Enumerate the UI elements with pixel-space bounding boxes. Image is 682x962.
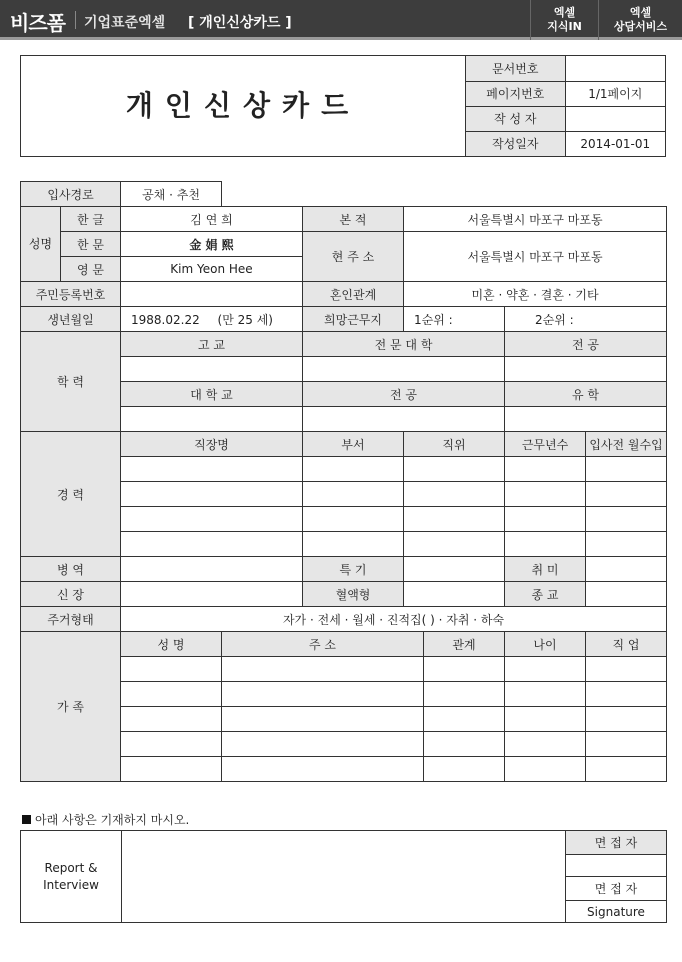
family-header-occupation: 직 업 [586, 632, 667, 657]
religion-label: 종 교 [505, 582, 586, 607]
career-cell[interactable] [404, 507, 505, 532]
edu-highschool-cell[interactable] [121, 357, 303, 382]
family-cell[interactable] [505, 732, 586, 757]
header-box [20, 55, 666, 157]
career-cell[interactable] [121, 457, 303, 482]
marital-status-label: 혼인관계 [303, 282, 404, 307]
note-text: 아래 사항은 기재하지 마시오. [35, 813, 190, 827]
edu-major-cell[interactable] [505, 357, 667, 382]
career-cell[interactable] [121, 532, 303, 557]
btn1-line2: 지식IN [547, 20, 582, 33]
edu-abroad-cell[interactable] [505, 407, 667, 432]
edu-university-cell[interactable] [121, 407, 303, 432]
document-meta-table [465, 56, 665, 156]
edu-highschool-header: 고 교 [121, 332, 303, 357]
family-cell[interactable] [424, 657, 505, 682]
entry-route-spacer [222, 182, 667, 207]
excel-knowledge-in-button[interactable] [530, 0, 598, 40]
entry-route-label: 입사경로 [21, 182, 121, 207]
korean-name-cell[interactable]: 김 연 희 [121, 207, 303, 232]
education-label: 학 력 [21, 332, 121, 432]
family-cell[interactable] [121, 682, 222, 707]
domicile-label: 본 적 [303, 207, 404, 232]
date-cell[interactable]: 2014-01-01 [565, 131, 665, 156]
hobby-cell[interactable] [586, 557, 667, 582]
family-cell[interactable] [505, 657, 586, 682]
edu-university-header: 대 학 교 [121, 382, 303, 407]
bizforms-logo[interactable]: 비즈폼 [10, 11, 65, 35]
family-cell[interactable] [121, 732, 222, 757]
career-cell[interactable] [121, 507, 303, 532]
career-cell[interactable] [586, 507, 667, 532]
family-cell[interactable] [505, 707, 586, 732]
career-cell[interactable] [505, 457, 586, 482]
career-label: 경 력 [21, 432, 121, 557]
career-header-dept: 부서 [303, 432, 404, 457]
edu-abroad-header: 유 학 [505, 382, 667, 407]
btn1-line1: 엑셀 [553, 6, 576, 19]
report-label-line2: Interview [43, 877, 99, 892]
career-cell[interactable] [404, 532, 505, 557]
date-label: 작성일자 [466, 131, 566, 156]
blood-type-label: 혈액형 [303, 582, 404, 607]
family-cell[interactable] [424, 732, 505, 757]
family-cell[interactable] [222, 732, 424, 757]
career-cell[interactable] [586, 482, 667, 507]
career-cell[interactable] [505, 507, 586, 532]
housing-type-cell[interactable]: 자가 · 전세 · 월세 · 진적집( ) · 자취 · 하숙 [121, 607, 667, 632]
family-label: 가 족 [21, 632, 121, 782]
excel-consulting-button[interactable] [598, 0, 682, 40]
interviewer-header-2: 면 접 자 [566, 877, 667, 901]
document-title-label: [ 개인신상카드 ] [188, 15, 292, 31]
report-interview-label [21, 831, 122, 923]
page-number-label: 페이지번호 [466, 81, 566, 106]
birth-date-label: 생년월일 [21, 307, 121, 332]
family-cell[interactable] [222, 757, 424, 782]
logo-divider [75, 11, 76, 29]
report-label-line1: Report & [44, 860, 98, 875]
edu-college-cell[interactable] [303, 357, 505, 382]
career-cell[interactable] [505, 482, 586, 507]
hanja-name-cell[interactable]: 金 娟 熙 [121, 232, 303, 257]
family-header-relation: 관계 [424, 632, 505, 657]
page-title: 개인신상카드 [125, 89, 361, 122]
personal-card-form [20, 181, 667, 782]
height-label: 신 장 [21, 582, 121, 607]
family-cell[interactable] [121, 707, 222, 732]
housing-type-label: 주거형태 [21, 607, 121, 632]
edu-major2-header: 전 공 [303, 382, 505, 407]
family-cell[interactable] [424, 682, 505, 707]
doc-number-cell[interactable] [565, 56, 665, 81]
english-name-cell[interactable]: Kim Yeon Hee [121, 257, 303, 282]
doc-number-label: 문서번호 [466, 56, 566, 81]
family-cell[interactable] [121, 757, 222, 782]
desired-1-cell[interactable]: 1순위 : [404, 307, 505, 332]
family-cell[interactable] [505, 682, 586, 707]
btn2-line1: 엑셀 [629, 6, 652, 19]
address-cell[interactable]: 서울특별시 마포구 마포동 [404, 232, 667, 282]
specialty-label: 특 기 [303, 557, 404, 582]
family-cell[interactable] [222, 682, 424, 707]
edu-major2-cell[interactable] [303, 407, 505, 432]
career-header-income: 입사전 월수입 [586, 432, 667, 457]
family-cell[interactable] [586, 682, 667, 707]
military-cell[interactable] [121, 557, 303, 582]
family-cell[interactable] [424, 757, 505, 782]
blood-type-cell[interactable] [404, 582, 505, 607]
name-label: 성명 [21, 207, 61, 282]
family-cell[interactable] [586, 757, 667, 782]
domicile-cell[interactable]: 서울특별시 마포구 마포동 [404, 207, 667, 232]
btn2-line2: 상담서비스 [613, 20, 668, 33]
author-label: 작 성 자 [466, 106, 566, 131]
address-label: 현 주 소 [303, 232, 404, 282]
specialty-cell[interactable] [404, 557, 505, 582]
report-interview-table [20, 830, 667, 923]
family-cell[interactable] [505, 757, 586, 782]
family-cell[interactable] [586, 707, 667, 732]
career-cell[interactable] [303, 482, 404, 507]
career-cell[interactable] [121, 482, 303, 507]
korean-name-label: 한 글 [61, 207, 121, 232]
family-cell[interactable] [424, 707, 505, 732]
marital-status-cell[interactable]: 미혼 · 약혼 · 결혼 · 기타 [404, 282, 667, 307]
hanja-name-label: 한 문 [61, 232, 121, 257]
edu-college-header: 전 문 대 학 [303, 332, 505, 357]
family-header-name: 성 명 [121, 632, 222, 657]
birth-date-value: 1988.02.22 [131, 312, 200, 327]
career-cell[interactable] [586, 457, 667, 482]
career-cell[interactable] [404, 457, 505, 482]
hobby-label: 취 미 [505, 557, 586, 582]
resident-number-cell[interactable] [121, 282, 303, 307]
brand-label: 기업표준엑셀 [84, 15, 166, 31]
family-cell[interactable] [121, 657, 222, 682]
resident-number-label: 주민등록번호 [21, 282, 121, 307]
interviewer-cell-1[interactable] [566, 855, 667, 877]
career-cell[interactable] [303, 507, 404, 532]
career-header-position: 직위 [404, 432, 505, 457]
desired-workplace-label: 희망근무지 [303, 307, 404, 332]
age-value: (만 25 세) [217, 312, 273, 327]
career-header-company: 직장명 [121, 432, 303, 457]
military-label: 병 역 [21, 557, 121, 582]
black-square-icon [22, 815, 31, 824]
family-header-address: 주 소 [222, 632, 424, 657]
career-cell[interactable] [505, 532, 586, 557]
career-header-years: 근무년수 [505, 432, 586, 457]
entry-route-cell[interactable]: 공채 · 추천 [121, 182, 222, 207]
career-cell[interactable] [404, 482, 505, 507]
family-header-age: 나이 [505, 632, 586, 657]
birth-date-cell[interactable] [121, 307, 303, 332]
edu-major-header: 전 공 [505, 332, 667, 357]
page-number-cell[interactable]: 1/1페이지 [565, 81, 665, 106]
signature-cell[interactable]: Signature [566, 901, 667, 923]
career-cell[interactable] [303, 457, 404, 482]
top-bar [0, 0, 682, 40]
english-name-label: 영 문 [61, 257, 121, 282]
family-cell[interactable] [586, 657, 667, 682]
author-cell[interactable] [565, 106, 665, 131]
family-cell[interactable] [222, 707, 424, 732]
do-not-fill-note [22, 811, 189, 828]
family-cell[interactable] [586, 732, 667, 757]
report-content-cell[interactable] [122, 831, 566, 923]
family-cell[interactable] [222, 657, 424, 682]
career-cell[interactable] [303, 532, 404, 557]
interviewer-header-1: 면 접 자 [566, 831, 667, 855]
desired-2-cell[interactable]: 2순위 : [505, 307, 667, 332]
career-cell[interactable] [586, 532, 667, 557]
religion-cell[interactable] [586, 582, 667, 607]
height-cell[interactable] [121, 582, 303, 607]
